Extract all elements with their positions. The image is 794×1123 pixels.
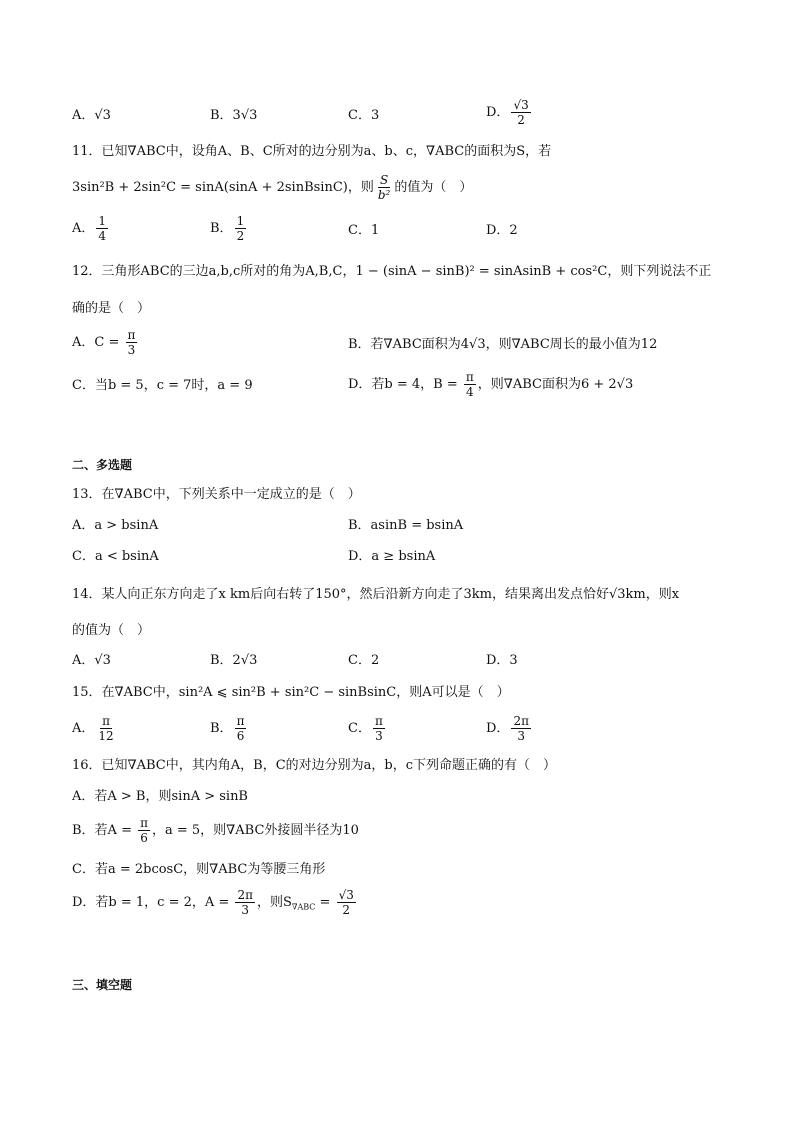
q11-fraction [376, 173, 393, 202]
section-title-multiple-choice: 二、多选题 [72, 458, 133, 472]
q15-a-den: 12 [98, 729, 114, 743]
q15-stem: 15．在∇ABC中，sin²A ⩽ sin²B + sin²C − sinBsinC，则A可以是（ ） [72, 685, 510, 700]
q14-option-c: C．2 [348, 653, 380, 668]
q11-option-a [72, 214, 110, 243]
q14-option-a: A．√3 [72, 653, 111, 668]
q11-b-fraction [235, 214, 247, 243]
q16-option-b [72, 816, 359, 845]
q16-d-subscript: ∇ABC [291, 902, 316, 912]
q16-d-mid: ，则S [256, 895, 292, 910]
q10-option-a: A．√3 [72, 108, 111, 123]
q11-question: 的值为（ ） [394, 180, 473, 195]
q12-option-a [72, 328, 139, 357]
q11-a-den: 4 [98, 229, 107, 243]
q16-b-den: 6 [140, 831, 148, 845]
q15-option-b [210, 714, 248, 743]
q16-option-a: A．若A > B，则sinA > sinB [72, 789, 248, 804]
q15-a-num: π [102, 714, 110, 728]
q11-option-c: C．1 [348, 223, 380, 238]
q11-equation: 3sin²B + 2sin²C = sinA(sinA + 2sinBsinC)，则 [72, 180, 374, 195]
section-title-fill-in: 三、填空题 [72, 978, 133, 992]
q11-stem-line2 [72, 173, 472, 202]
q12-d-prefix: D．若b = 4，B = [348, 377, 462, 392]
q12-d-num: π [465, 370, 474, 384]
q12-a-num: π [127, 328, 136, 342]
q11-option-b [210, 214, 248, 243]
q10-d-den: 2 [517, 113, 525, 127]
q13-option-a: A．a > bsinA [72, 518, 159, 533]
q16-b-num: π [140, 816, 148, 830]
q12-stem-line2: 确的是（ ） [72, 301, 151, 316]
q15-b-label: B． [210, 721, 233, 736]
q16-d-num: 2π [237, 888, 253, 902]
q16-b-suffix: ，a = 5，则∇ABC外接圆半径为10 [152, 823, 359, 838]
q14-stem-line2: 的值为（ ） [72, 623, 151, 638]
q10-option-c: C．3 [348, 108, 380, 123]
q13-stem: 13．在∇ABC中，下列关系中一定成立的是（ ） [72, 487, 361, 502]
q16-option-d [72, 888, 358, 917]
q11-a-fraction [96, 214, 108, 243]
q12-stem-line1: 12．三角形ABC的三边a,b,c所对的角为A,B,C，1 − (sinA − sinB)² = sinAsinB + cos²C，则下列说法不正 [72, 264, 712, 279]
q16-b-fraction [138, 816, 150, 845]
q16-d-num2: √3 [338, 888, 354, 902]
q16-d-prefix: D．若b = 1，c = 2，A = [72, 895, 234, 910]
q11-stem-line1: 11．已知∇ABC中，设角A、B、C所对的边分别为a、b、c，∇ABC的面积为S，若 [72, 144, 552, 159]
q15-c-fraction [373, 714, 385, 743]
q11-a-label: A． [72, 221, 95, 236]
q16-stem: 16．已知∇ABC中，其内角A，B，C的对边分别为a，b，c下列命题正确的有（ ） [72, 758, 556, 773]
q16-d-den: 3 [241, 903, 250, 917]
q16-d-den2: 2 [342, 903, 351, 917]
q15-d-num: 2π [513, 714, 529, 728]
q16-d-fraction-angle [235, 888, 255, 917]
q11-b-num: 1 [236, 214, 245, 228]
q15-a-fraction [96, 714, 115, 743]
q14-option-d: D．3 [486, 653, 518, 668]
q11-frac-num: S [379, 173, 389, 187]
q15-b-fraction [235, 714, 247, 743]
q14-stem-line1: 14．某人向正东方向走了x km后向右转了150°，然后沿新方向走了3km，结果离出发点恰好√3km，则x [72, 587, 680, 602]
q12-a-den: 3 [127, 343, 136, 357]
q15-c-label: C． [348, 721, 371, 736]
q12-d-suffix: ，则∇ABC面积为6 + 2√3 [477, 377, 634, 392]
q16-option-c: C．若a = 2bcosC，则∇ABC为等腰三角形 [72, 862, 326, 877]
q12-option-d [348, 370, 633, 399]
q13-option-b: B．asinB = bsinA [348, 518, 464, 533]
q16-d-fraction-area [337, 888, 356, 917]
q11-b-den: 2 [236, 229, 245, 243]
q15-b-den: 6 [236, 729, 245, 743]
q11-frac-den: b² [377, 188, 391, 202]
q15-d-label: D． [486, 721, 510, 736]
q11-b-label: B． [210, 221, 233, 236]
q12-option-b: B．若∇ABC面积为4√3，则∇ABC周长的最小值为12 [348, 337, 658, 352]
q16-d-eq: = [315, 895, 335, 910]
q15-d-den: 3 [517, 729, 526, 743]
q13-option-d: D．a ≥ bsinA [348, 549, 436, 564]
q15-c-den: 3 [375, 729, 383, 743]
q16-b-prefix: B．若A = [72, 823, 137, 838]
q10-option-b: B．3√3 [210, 108, 258, 123]
q15-c-num: π [374, 714, 383, 728]
q12-d-den: 4 [466, 385, 474, 399]
q12-a-label: A．C = [72, 335, 124, 350]
q12-a-fraction [126, 328, 138, 357]
q11-option-d: D．2 [486, 223, 518, 238]
q15-option-a [72, 714, 118, 743]
q15-option-d [486, 714, 533, 743]
q15-a-label: A． [72, 721, 95, 736]
q15-b-num: π [236, 714, 245, 728]
q11-a-num: 1 [98, 214, 107, 228]
q10-option-d [486, 98, 533, 127]
q15-d-fraction [511, 714, 531, 743]
q12-d-fraction [464, 370, 476, 399]
q10-d-num: √3 [513, 98, 529, 112]
q15-option-c [348, 714, 387, 743]
q12-option-c: C．当b = 5，c = 7时，a = 9 [72, 378, 253, 393]
q14-option-b: B．2√3 [210, 653, 258, 668]
q10-option-d-label: D． [486, 105, 510, 120]
q13-option-c: C．a < bsinA [72, 549, 159, 564]
q10-option-d-fraction [511, 98, 530, 127]
